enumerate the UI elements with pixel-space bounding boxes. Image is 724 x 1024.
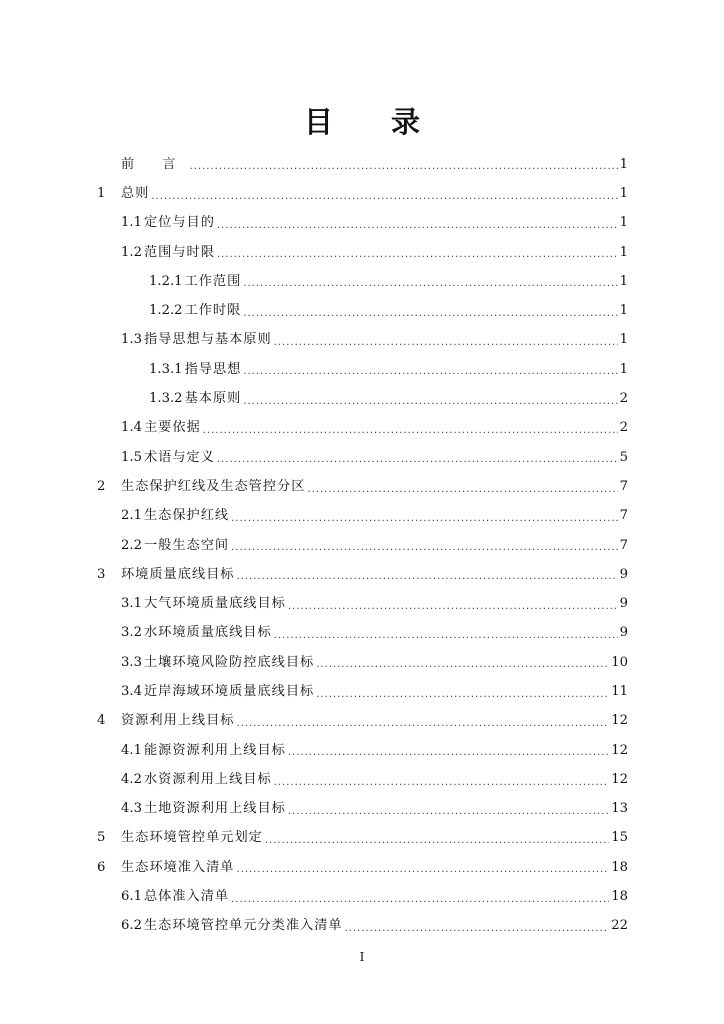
toc-entry-page: 15 xyxy=(611,830,628,846)
toc-dot-leader xyxy=(237,569,618,589)
toc-entry[interactable] xyxy=(97,502,628,531)
toc-entry[interactable] xyxy=(97,267,628,296)
toc-dot-leader xyxy=(307,482,617,502)
toc-entry-title: 指导思想 xyxy=(184,361,242,377)
toc-dot-leader xyxy=(243,364,617,384)
toc-entry-number: 1.1 xyxy=(121,215,142,231)
toc-entry-page: 7 xyxy=(619,478,628,494)
toc-dot-leader xyxy=(274,335,618,355)
toc-dot-leader xyxy=(265,833,609,853)
page-title: 目 录 xyxy=(303,105,445,139)
toc-entry-number: 5 xyxy=(97,830,106,846)
toc-entry-title: 定位与目的 xyxy=(143,215,215,231)
toc-entry-page: 9 xyxy=(619,596,628,612)
toc-entry-number: 1 xyxy=(97,185,106,201)
toc-dot-leader xyxy=(203,423,618,443)
toc-entry-number: 6 xyxy=(97,859,106,875)
toc-entry-number: 1.2.1 xyxy=(149,273,183,289)
toc-entry-title: 资源利用上线目标 xyxy=(121,713,235,729)
toc-entry[interactable] xyxy=(97,912,628,941)
toc-dot-leader xyxy=(274,628,618,648)
toc-entry-page: 9 xyxy=(619,625,628,641)
toc-entry-number: 4.2 xyxy=(121,771,142,787)
toc-entry-number: 3.4 xyxy=(121,683,142,699)
toc-entry-page: 1 xyxy=(619,303,628,319)
toc-dot-leader xyxy=(243,306,617,326)
toc-entry-title: 主要依据 xyxy=(143,420,201,436)
toc-entry-number: 6.2 xyxy=(121,918,142,934)
toc-entry-number: 2.2 xyxy=(121,537,142,553)
toc-entry[interactable] xyxy=(97,384,628,413)
toc-dot-leader xyxy=(243,276,617,296)
toc-entry-title: 生态保护红线 xyxy=(143,508,230,524)
toc-entry-page: 5 xyxy=(619,449,628,465)
toc-entry-page: 2 xyxy=(619,391,628,407)
toc-entry-title: 环境质量底线目标 xyxy=(121,566,235,582)
toc-entry-title: 水资源利用上线目标 xyxy=(143,771,272,787)
toc-entry-page: 7 xyxy=(619,508,628,524)
toc-dot-leader xyxy=(231,540,618,560)
toc-entry-title: 生态环境管控单元划定 xyxy=(121,830,263,846)
toc-entry-number: 4.3 xyxy=(121,801,142,817)
toc-dot-leader xyxy=(237,862,610,882)
toc-entry-title: 工作时限 xyxy=(184,303,242,319)
toc-entry-number: 1.4 xyxy=(121,420,142,436)
table-of-contents xyxy=(97,150,628,941)
toc-entry[interactable] xyxy=(97,619,628,648)
toc-entry[interactable] xyxy=(97,795,628,824)
toc-entry[interactable] xyxy=(97,179,628,208)
toc-entry-page: 9 xyxy=(619,566,628,582)
toc-entry-page: 1 xyxy=(619,185,628,201)
toc-entry[interactable] xyxy=(97,882,628,911)
toc-entry-title: 大气环境质量底线目标 xyxy=(143,596,286,612)
toc-entry-number: 1.5 xyxy=(121,449,142,465)
toc-dot-leader xyxy=(288,804,609,824)
toc-entry-number: 2 xyxy=(97,478,106,494)
toc-entry-title: 总体准入清单 xyxy=(143,889,230,905)
toc-entry[interactable] xyxy=(97,326,628,355)
toc-entry-title: 总则 xyxy=(121,185,150,201)
toc-entry-page: 11 xyxy=(611,683,628,699)
toc-entry-page: 1 xyxy=(619,273,628,289)
toc-entry[interactable] xyxy=(97,560,628,589)
toc-entry[interactable] xyxy=(97,414,628,443)
toc-entry-title: 生态环境准入清单 xyxy=(121,859,235,875)
toc-entry-number: 1.2.2 xyxy=(149,303,183,319)
toc-entry-page: 22 xyxy=(611,918,628,934)
toc-entry-page: 12 xyxy=(611,742,628,758)
toc-entry-number: 2.1 xyxy=(121,508,142,524)
toc-entry-title: 一般生态空间 xyxy=(143,537,230,553)
toc-entry-page: 7 xyxy=(619,537,628,553)
toc-entry-number: 3.3 xyxy=(121,654,142,670)
toc-entry[interactable] xyxy=(97,150,628,179)
toc-entry-title: 基本原则 xyxy=(184,391,242,407)
toc-entry-title: 土地资源利用上线目标 xyxy=(143,801,286,817)
toc-dot-leader xyxy=(274,775,610,795)
toc-entry-page: 18 xyxy=(611,859,628,875)
toc-entry-page: 10 xyxy=(611,654,628,670)
toc-entry[interactable] xyxy=(97,853,628,882)
toc-entry-number: 1.3.2 xyxy=(149,391,183,407)
toc-entry-title: 范围与时限 xyxy=(143,244,215,260)
toc-entry-title: 指导思想与基本原则 xyxy=(143,332,272,348)
page-number: I xyxy=(359,950,365,964)
toc-entry[interactable] xyxy=(97,648,628,677)
toc-entry-page: 1 xyxy=(619,156,628,172)
toc-dot-leader xyxy=(217,247,618,267)
toc-dot-leader xyxy=(345,921,610,941)
toc-dot-leader xyxy=(288,599,618,619)
toc-entry-number: 1.3 xyxy=(121,332,142,348)
toc-entry-number: 3.1 xyxy=(121,596,142,612)
toc-entry-page: 1 xyxy=(619,244,628,260)
toc-entry-title: 生态环境管控单元分类准入清单 xyxy=(143,918,343,934)
toc-dot-leader xyxy=(151,189,617,209)
toc-entry-number: 1.2 xyxy=(121,244,142,260)
toc-dot-leader xyxy=(316,657,609,677)
toc-dot-leader xyxy=(217,452,618,472)
toc-entry-page: 13 xyxy=(611,801,628,817)
toc-dot-leader xyxy=(316,687,609,707)
toc-dot-leader xyxy=(231,892,609,912)
toc-dot-leader xyxy=(231,511,618,531)
toc-entry-number: 4 xyxy=(97,713,106,729)
toc-dot-leader xyxy=(288,745,609,765)
toc-entry-title: 土壤环境风险防控底线目标 xyxy=(143,654,315,670)
toc-entry[interactable] xyxy=(97,296,628,325)
toc-entry-page: 12 xyxy=(611,713,628,729)
toc-entry-number: 3.2 xyxy=(121,625,142,641)
toc-entry-title: 生态保护红线及生态管控分区 xyxy=(121,478,306,494)
toc-dot-leader xyxy=(190,159,618,179)
toc-entry-number: 4.1 xyxy=(121,742,142,758)
toc-entry-number: 1.3.1 xyxy=(149,361,183,377)
toc-entry-number: 3 xyxy=(97,566,106,582)
toc-entry-title: 水环境质量底线目标 xyxy=(143,625,272,641)
toc-entry-title: 近岸海域环境质量底线目标 xyxy=(143,683,315,699)
toc-entry-page: 18 xyxy=(611,889,628,905)
toc-entry[interactable] xyxy=(97,472,628,501)
toc-entry-title: 工作范围 xyxy=(184,273,242,289)
toc-dot-leader xyxy=(217,218,618,238)
toc-entry[interactable] xyxy=(97,238,628,267)
toc-entry[interactable] xyxy=(97,736,628,765)
toc-entry-page: 1 xyxy=(619,215,628,231)
toc-entry-title: 术语与定义 xyxy=(143,449,215,465)
toc-entry[interactable] xyxy=(97,443,628,472)
toc-entry[interactable] xyxy=(97,707,628,736)
toc-entry[interactable] xyxy=(97,765,628,794)
toc-entry[interactable] xyxy=(97,824,628,853)
toc-entry[interactable] xyxy=(97,589,628,618)
toc-entry-page: 2 xyxy=(619,420,628,436)
toc-entry-page: 1 xyxy=(619,361,628,377)
toc-dot-leader xyxy=(237,716,610,736)
toc-entry-title: 能源资源利用上线目标 xyxy=(143,742,286,758)
toc-dot-leader xyxy=(243,394,617,414)
toc-entry[interactable] xyxy=(97,355,628,384)
toc-entry[interactable] xyxy=(97,209,628,238)
toc-entry-page: 12 xyxy=(611,771,628,787)
toc-entry-title: 前 言 xyxy=(121,156,188,172)
toc-entry[interactable] xyxy=(97,531,628,560)
toc-entry-page: 1 xyxy=(619,332,628,348)
toc-entry-number: 6.1 xyxy=(121,889,142,905)
toc-entry[interactable] xyxy=(97,677,628,706)
